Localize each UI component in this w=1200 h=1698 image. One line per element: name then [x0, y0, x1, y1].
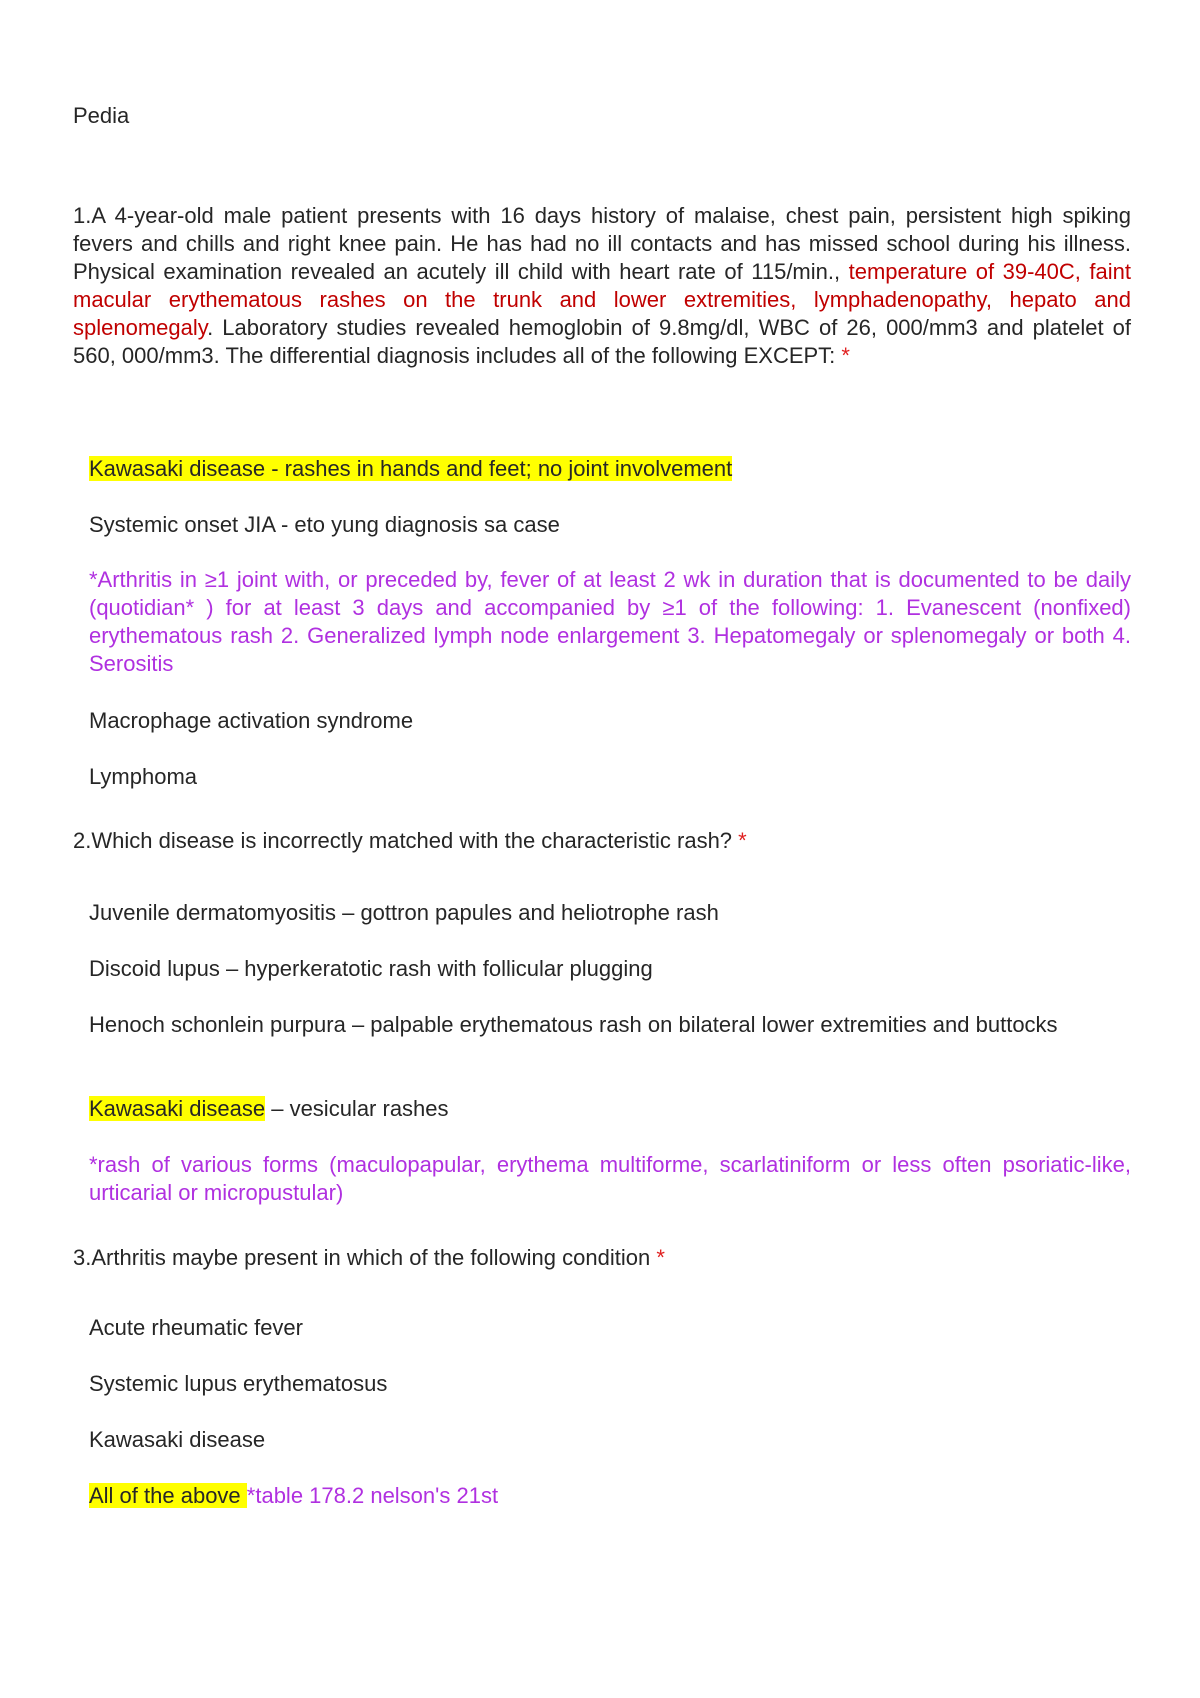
required-marker: *: [738, 828, 747, 853]
question-2-stem-text: 2.Which disease is incorrectly matched with the characteristic rash?: [73, 828, 739, 853]
answer-reference-note: *table 178.2 nelson's 21st: [246, 1483, 499, 1508]
page-title: Pedia: [73, 103, 130, 128]
question-3-option-4: [89, 1482, 1131, 1510]
question-2-option-2: Discoid lupus – hyperkeratotic rash with follicular plugging: [89, 956, 653, 981]
option-answer-highlight: Kawasaki disease: [89, 1096, 266, 1121]
question-1-stem: [73, 202, 1131, 370]
question-2-note: *rash of various forms (maculopapular, erythema multiforme, scarlatiniform or less often psoriatic-like, urticarial or micropustular): [89, 1152, 1131, 1205]
question-1-option-2: Systemic onset JIA - eto yung diagnosis sa case: [89, 512, 560, 537]
question-1-option-1: [89, 455, 1131, 483]
question-3-stem: [73, 1244, 1131, 1272]
question-1-option-3: Macrophage activation syndrome: [89, 708, 414, 733]
question-1-stem-findings: temperature of 39-40C, faint macular erythematous rashes on the trunk and lower extremities, lymphadenopathy, hepato and splenomegaly: [73, 259, 1131, 340]
option-answer-highlight: Kawasaki disease - rashes in hands and feet; no joint involvement: [89, 456, 733, 481]
option-text: – vesicular rashes: [265, 1096, 449, 1121]
question-2-option-3: Henoch schonlein purpura – palpable erythematous rash on bilateral lower extremities and buttocks: [89, 1012, 1058, 1037]
question-2-option-4: [89, 1095, 1131, 1123]
question-1-option-4: Lymphoma: [89, 764, 198, 789]
question-2-option-1: Juvenile dermatomyositis – gottron papules and heliotrophe rash: [89, 900, 719, 925]
question-3-stem-text: 3.Arthritis maybe present in which of the following condition: [73, 1245, 657, 1270]
question-1-stem-text: 1.A 4-year-old male patient presents with 16 days history of malaise, chest pain, persistent high spiking fevers and chills and right knee pain. He has had no ill contacts and has missed school during his illness. Physical examination revealed an acutely ill child with heart rate of 115/min.,: [73, 203, 1131, 284]
required-marker: *: [841, 343, 850, 368]
required-marker: *: [656, 1245, 665, 1270]
question-3-option-3: Kawasaki disease: [89, 1427, 266, 1452]
option-answer-highlight: All of the above: [89, 1483, 247, 1508]
question-3-option-1: Acute rheumatic fever: [89, 1315, 303, 1340]
question-2-stem: [73, 827, 1131, 855]
question-1-stem-text-2: . Laboratory studies revealed hemoglobin of 9.8mg/dl, WBC of 26, 000/mm3 and platelet of 560, 000/mm3. The differential diagnosis includes all of the following EXCEPT:: [73, 315, 1131, 368]
question-1-note: *Arthritis in ≥1 joint with, or preceded by, fever of at least 2 wk in duration that is documented to be daily (quotidian* ) for at least 3 days and accompanied by ≥1 of the following: 1. Evanescent (nonfixed) erythematous rash 2. Generalized lymph node enlargement 3. Hepatomegaly or splenomegaly or both 4. Serositis: [89, 567, 1131, 676]
question-3-option-2: Systemic lupus erythematosus: [89, 1371, 388, 1396]
